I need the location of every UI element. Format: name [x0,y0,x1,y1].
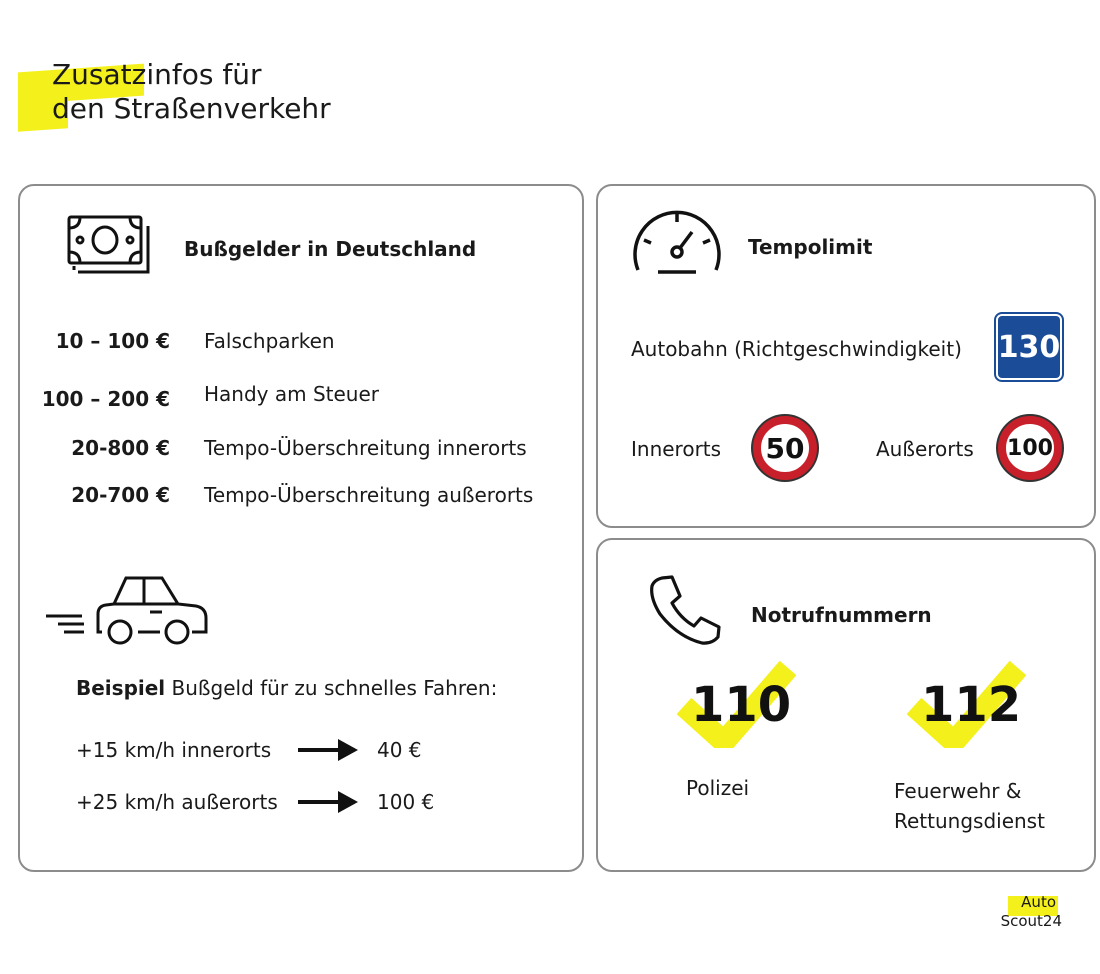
phone-icon [648,574,722,646]
fine-amount: 20-800 € [71,436,170,460]
page-title-line1: Zusatzinfos für [52,58,262,91]
outer-label: Außerorts [876,437,974,461]
fines-card [18,184,584,872]
fine-amount: 20-700 € [71,483,170,507]
emergency-number-police: 110 [691,677,792,733]
inner-label: Innerorts [631,437,722,461]
emergency-label-fire-line2: Rettungsdienst [894,809,1045,833]
example-intro [76,676,497,700]
fine-amount: 10 – 100 € [55,329,170,353]
page-title-line2: den Straßenverkehr [52,92,331,125]
emergency-label-fire [894,776,1045,836]
autobahn-label: Autobahn (Richtgeschwindigkeit) [631,337,962,361]
speed-heading: Tempolimit [748,235,873,259]
example-value: 100 € [377,790,435,814]
speed-sign-outer: 100 [998,416,1062,480]
arrow-right-icon [298,737,360,763]
speed-sign-inner: 50 [753,416,817,480]
fines-heading: Bußgelder in Deutschland [184,237,477,261]
autoscout-logo [1000,893,1062,931]
example-label: +25 km/h außerorts [76,790,278,814]
fine-desc: Falschparken [204,329,335,353]
money-icon [66,214,154,278]
emergency-heading: Notrufnummern [751,603,932,627]
logo-line2: Scout24 [1000,912,1062,930]
autobahn-sign: 130 [996,314,1062,380]
logo-line1: Auto [1021,893,1056,911]
emergency-number-fire: 112 [921,677,1022,733]
speedometer-icon [630,206,724,276]
page-title [52,58,331,126]
fine-desc: Tempo-Überschreitung innerorts [204,436,527,460]
fine-amount: 100 – 200 € [41,387,170,411]
example-text: Bußgeld für zu schnelles Fahren: [165,676,498,700]
fine-desc: Tempo-Überschreitung außerorts [204,483,534,507]
emergency-label-police: Polizei [686,776,750,800]
car-icon [44,572,212,646]
example-value: 40 € [377,738,422,762]
fine-desc: Handy am Steuer [204,382,379,406]
example-bold: Beispiel [76,676,166,700]
arrow-right-icon [298,789,360,815]
emergency-label-fire-line1: Feuerwehr & [894,779,1022,803]
example-label: +15 km/h innerorts [76,738,272,762]
